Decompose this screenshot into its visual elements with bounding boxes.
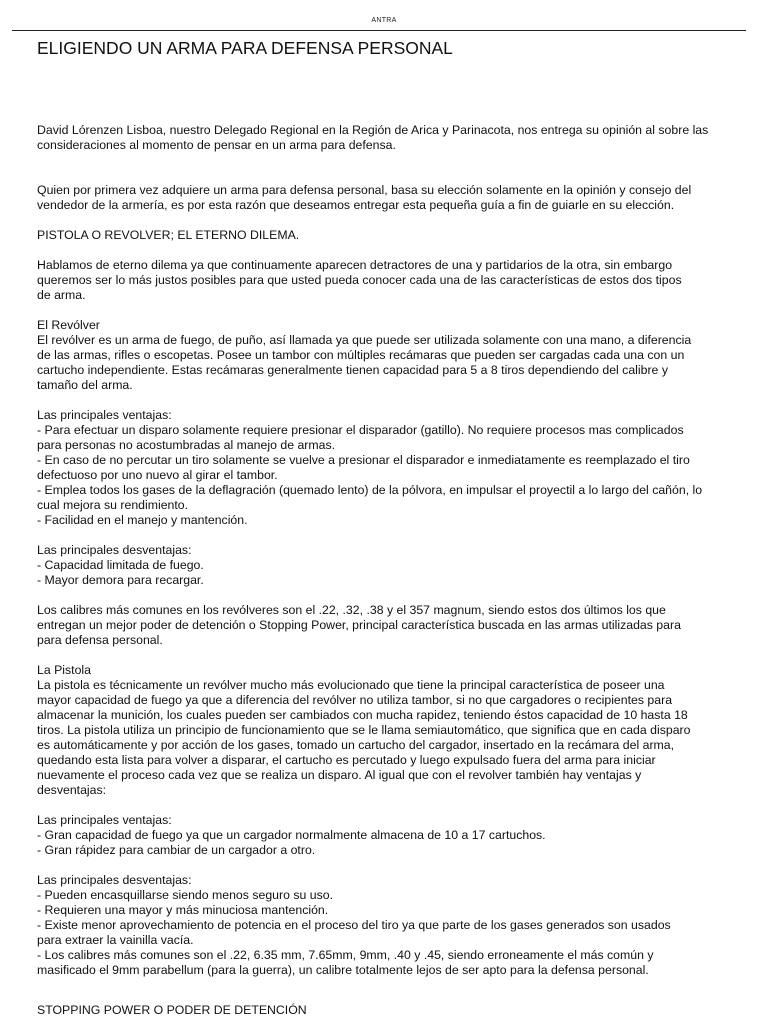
revolver-disadvantages: Las principales desventajas: - Capacidad limitada de fuego. - Mayor demora para recargar. (37, 543, 204, 587)
revolver-calibers: Los calibres más comunes en los revólveres son el .22, .32, .38 y el 357 magnum, siendo estos dos últimos los que entregan un mejor poder de detención o Stopping Power, principal característica buscada en las armas utilizadas para para defensa personal. (37, 603, 681, 647)
pistol-heading: La Pistola (37, 663, 92, 677)
paragraph-first-purchase: Quien por primera vez adquiere un arma para defensa personal, basa su elección solamente en la opinión y consejo del vendedor de la armería, es por esta razón que deseamos entregar esta pequeña guía a fin de guiarle en su elección. (37, 183, 692, 212)
paragraph-dilema: Hablamos de eterno dilema ya que continuamente aparecen detractores de una y partidarios de la otra, sin embargo queremos ser lo más justos posibles para que usted pueda conocer cada una de las características de estos dos tipos de arma. (37, 258, 682, 302)
pistol-description: La pistola es técnicamente un revólver mucho más evolucionado que tiene la principal característica de poseer una mayor capacidad de fuego ya que a diferencia del revólver no utiliza tambor, si no que cargadores o recipientes para almacenar la munición, los cuales pueden ser cambiados con mucha rapidez, teniendo éstos capacidad de 10 hasta 18 tiros. La pistola utiliza un principio de funcionamiento que se le llama semiautomático, que significa que en cada disparo es automáticamente y por acción de los gases, tomado un cartucho del cargador, insertado en la recámara del arma, quedando esta lista para volver a disparar, el cartucho es percutado y luego expulsado fuera del arma para iniciar nuevamente el proceso cada vez que se realiza un disparo. Al igual que con el revolver también hay ventajas y desventajas: (37, 678, 691, 797)
pistol-disadvantages: Las principales desventajas: - Pueden encasquillarse siendo menos seguro su uso. - Requieren una mayor y más minuciosa mantención. - Existe menor aprovechamiento de potencia en el proceso del tiro ya que parte de los gases generados son usados para extraer la vainilla vacía. - Los calibres más comunes son el .22, 6.35 mm, 7.65mm, 9mm, .40 y .45, siendo erroneamente el más común y masificado el 9mm parabellum (para la guerra), un calibre totalmente lejos de ser apto para la defensa personal. (37, 873, 671, 977)
intro-paragraph: David Lórenzen Lisboa, nuestro Delegado Regional en la Región de Arica y Parinacota, nos entrega su opinión al sobre las consideraciones al momento de pensar en un arma para defensa. (37, 123, 709, 152)
revolver-description: El revólver es un arma de fuego, de puño, así llamada ya que puede ser utilizada solamente con una mano, a diferencia de las armas, rifles o escopetas. Posee un tambor con múltiples recámaras que pueden ser cargadas cada una con un cartucho independiente. Estas recámaras generalmente tienen capacidad para 5 a 8 tiros dependiendo del calibre y tamaño del arma. (37, 333, 692, 392)
revolver-advantages: Las principales ventajas: - Para efectuar un disparo solamente requiere presionar el disparador (gatillo). No requiere procesos mas complicados para personas no acostumbradas al manejo de armas. - En caso de no percutar un tiro solamente se vuelve a presionar el disparador e inmediatamente es reemplazado el tiro defectuoso por uno nuevo al girar el tambor. - Emplea todos los gases de la deflagración (quemado lento) de la pólvora, en impulsar el proyectil a lo largo del cañón, lo cual mejora su rendimiento. - Facilidad en el manejo y mantención. (37, 408, 703, 527)
section-heading-dilema: PISTOLA O REVOLVER; EL ETERNO DILEMA. (37, 228, 300, 242)
document-title: ELIGIENDO UN ARMA PARA DEFENSA PERSONAL (37, 38, 453, 58)
document-body (37, 123, 745, 978)
revolver-heading: El Revólver (37, 318, 100, 332)
page-header: ANTRA (371, 17, 397, 24)
section-heading-stopping-power: STOPPING POWER O PODER DE DETENCIÓN (37, 1003, 307, 1017)
header-rule (12, 30, 746, 31)
pistol-advantages: Las principales ventajas: - Gran capacidad de fuego ya que un cargador normalmente almacena de 10 a 17 cartuchos. - Gran rápidez para cambiar de un cargador a otro. (37, 813, 546, 857)
